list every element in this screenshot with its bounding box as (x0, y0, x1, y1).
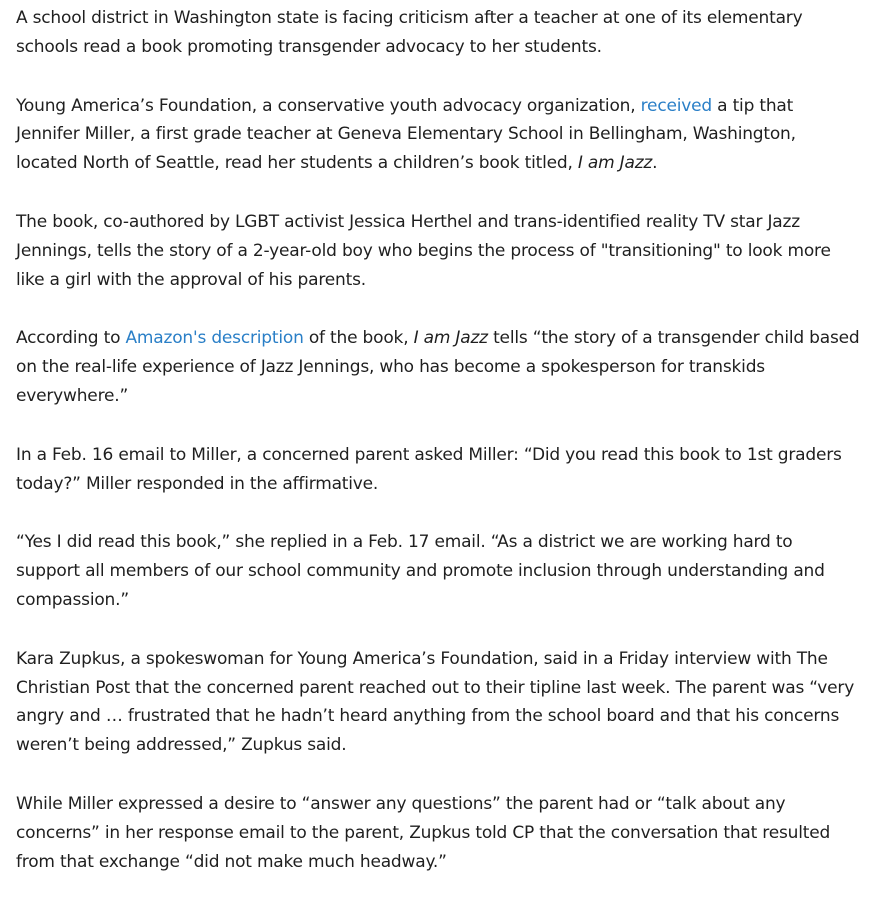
paragraph-4 (16, 324, 860, 410)
article-body (16, 4, 860, 906)
paragraph-2 (16, 92, 860, 178)
paragraph-3: The book, co-authored by LGBT activist Jessica Herthel and trans-identified reality TV star Jazz Jennings, tells the story of a 2-year-old boy who begins the process of "transitioning" to look more like a girl with the approval of his parents. (16, 211, 831, 290)
paragraph-2-text-b: a tip that Jennifer Miller, a first grade teacher at Geneva Elementary School in Bellingham, Washington, located North of Seattle, read her students a children’s book titled, (16, 95, 796, 174)
paragraph-2-text-a: Young America’s Foundation, a conservative youth advocacy organization, (16, 95, 641, 116)
amazon-description-link[interactable]: Amazon's description (125, 328, 304, 349)
paragraph-4-text-a: According to (16, 328, 126, 349)
book-title: I am Jazz (577, 153, 653, 174)
paragraph-5: In a Feb. 16 email to Miller, a concerned parent asked Miller: “Did you read this book to 1st graders today?” Miller responded in the affirmative. (16, 444, 842, 494)
received-link[interactable]: received (640, 95, 712, 116)
paragraph-1: A school district in Washington state is facing criticism after a teacher at one of its elementary schools read a book promoting transgender advocacy to her students. (16, 8, 803, 57)
paragraph-6: “Yes I did read this book,” she replied in a Feb. 17 email. “As a district we are working hard to support all members of our school community and promote inclusion through understanding and compassion.” (16, 532, 825, 610)
paragraph-2-text-c: . (652, 153, 658, 174)
paragraph-7: Kara Zupkus, a spokeswoman for Young America’s Foundation, said in a Friday interview with The Christian Post that the concerned parent reached out to their tipline last week. The parent was “very angry and … frustrated that he hadn’t heard anything from the school board and that his concerns weren’t being addressed,” Zupkus said. (16, 648, 855, 756)
paragraph-4-text-b: of the book, (303, 328, 414, 349)
book-title: I am Jazz (413, 328, 488, 349)
paragraph-8: While Miller expressed a desire to “answer any questions” the parent had or “talk about any concerns” in her response email to the parent, Zupkus told CP that the conversation that resulted from that exchange “did not make much headway.” (16, 793, 831, 872)
paragraph-4-text-c: tells “the story of a transgender child based on the real-life experience of Jazz Jennings, who has become a spokesperson for transkids everywhere.” (16, 328, 860, 406)
